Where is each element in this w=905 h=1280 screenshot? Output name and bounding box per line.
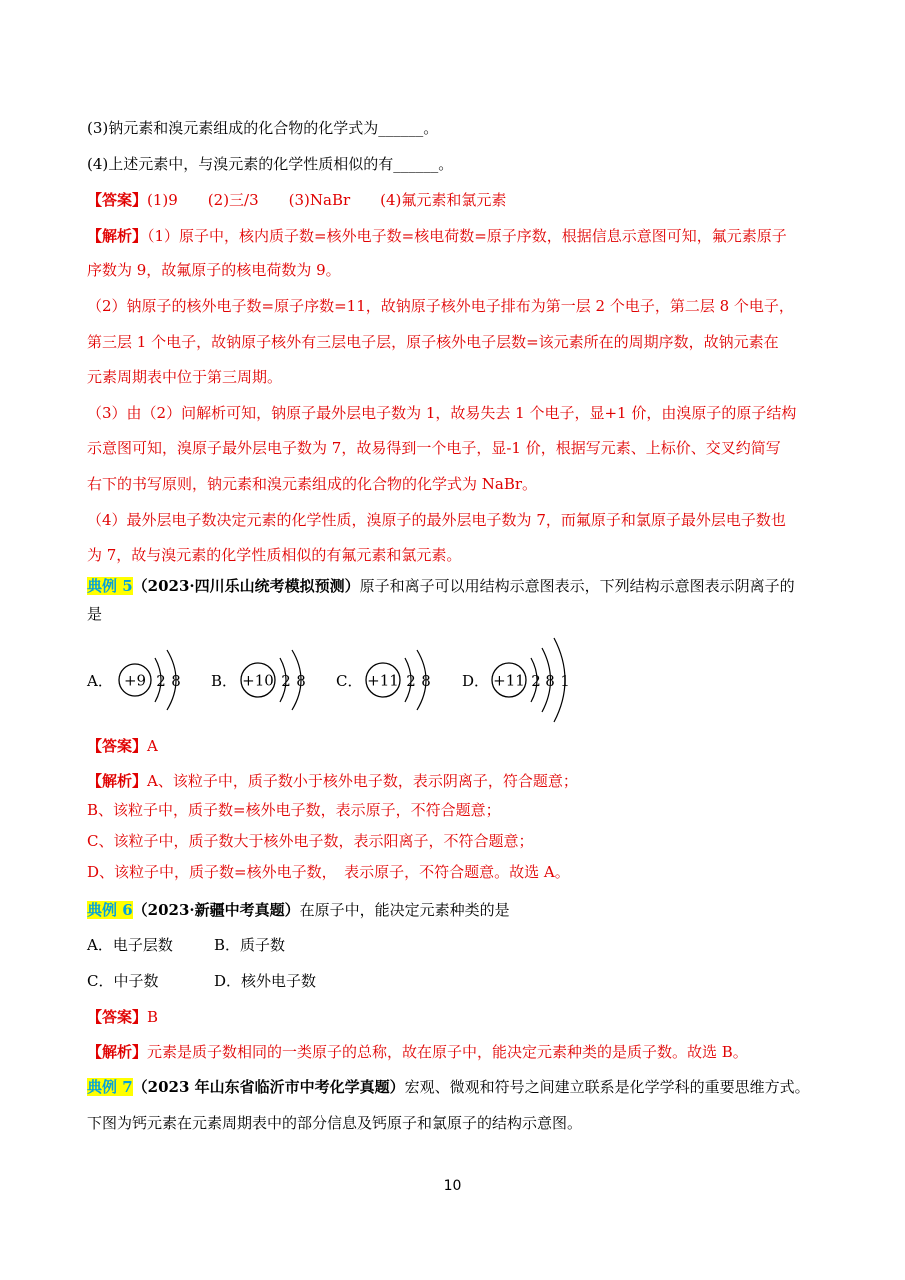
example-label: 典例 6	[87, 901, 133, 919]
answer-text: A	[147, 737, 158, 755]
analysis-ex5-line4: D、该粒子中，质子数=核外电子数， 表示原子，不符合题意。故选 A。	[87, 863, 570, 881]
example-7-stem-line2: 下图为钙元素在元素周期表中的部分信息及钙原子和氯原子的结构示意图。	[87, 1114, 583, 1132]
option-a: A．电子层数	[87, 936, 173, 954]
analysis-tag: 【解析】	[87, 1043, 148, 1061]
answer-text: (1)9 (2)三/3 (3)NaBr (4)氟元素和氯元素	[147, 191, 507, 209]
analysis-ex4-line4: 第三层 1 个电子，故钠原子核外有三层电子层，原子核外电子层数=该元素所在的周期序数，故钠元素在	[87, 333, 779, 351]
analysis-ex4-line8: 右下的书写原则，钠元素和溴元素组成的化合物的化学式为 NaBr。	[87, 475, 538, 493]
question-4: (4)上述元素中，与溴元素的化学性质相似的有______。	[87, 155, 454, 173]
example-label: 典例 7	[87, 1078, 133, 1096]
option-b: B．质子数	[214, 936, 286, 954]
analysis-ex6	[87, 1042, 748, 1062]
answer-ex5	[87, 736, 158, 756]
answer-ex4	[87, 190, 506, 210]
nucleus-charge: +11	[493, 671, 525, 690]
analysis-ex5-line3: C、该粒子中，质子数大于核外电子数，表示阳离子，不符合题意；	[87, 832, 534, 850]
analysis-text: （1）原子中，核内质子数=核外电子数=核电荷数=原子序数，根据信息示意图可知，氟元素原子	[147, 227, 787, 245]
example-7-stem	[87, 1077, 810, 1097]
example-source: （2023·新疆中考真题）	[132, 901, 300, 919]
shell-electrons: 2	[531, 672, 541, 690]
shell-electrons: 2	[156, 672, 166, 690]
answer-text: B	[147, 1008, 159, 1026]
analysis-ex4-line9: （4）最外层电子数决定元素的化学性质，溴原子的最外层电子数为 7，而氟原子和氯原子最外层电子数也	[87, 511, 786, 529]
analysis-ex4-line5: 元素周期表中位于第三周期。	[87, 368, 283, 386]
shell-electrons: 8	[545, 672, 555, 690]
page-number: 10	[443, 1178, 462, 1194]
nucleus-charge: +9	[123, 671, 147, 690]
analysis-ex4-line3: （2）钠原子的核外电子数=原子序数=11，故钠原子核外电子排布为第一层 2 个电子，第二层 8 个电子，	[87, 297, 794, 315]
analysis-tag: 【解析】	[87, 227, 148, 245]
example-5-stem	[87, 576, 795, 596]
analysis-ex4-line7: 示意图可知，溴原子最外层电子数为 7，故易得到一个电子，显-1 价，根据写元素、上标价、交叉约简写	[87, 439, 781, 457]
analysis-ex4-line1	[87, 226, 787, 246]
example-source: （2023 年山东省临沂市中考化学真题）	[132, 1078, 405, 1096]
shell-electrons: 2	[281, 672, 291, 690]
answer-tag: 【答案】	[87, 191, 148, 209]
analysis-ex5-line1	[87, 771, 578, 791]
option-c-letter: C．	[336, 672, 363, 690]
option-b-letter: B．	[211, 672, 238, 690]
example-stem-text: 宏观、微观和符号之间建立联系是化学学科的重要思维方式。	[404, 1078, 810, 1096]
option-d-letter: D．	[462, 672, 490, 690]
example-label: 典例 5	[87, 577, 133, 595]
atom-diagram-c	[363, 640, 447, 720]
atom-diagram-a	[115, 640, 195, 720]
atom-diagram-d	[489, 632, 589, 728]
example-stem-text: 原子和离子可以用结构示意图表示，下列结构示意图表示阴离子的	[359, 577, 795, 595]
analysis-text: 元素是质子数相同的一类原子的总称，故在原子中，能决定元素种类的是质子数。故选 B。	[147, 1043, 748, 1061]
analysis-ex4-line2: 序数为 9，故氟原子的核电荷数为 9。	[87, 261, 341, 279]
analysis-ex4-line10: 为 7，故与溴元素的化学性质相似的有氟元素和氯元素。	[87, 546, 462, 564]
analysis-text: A、该粒子中，质子数小于核外电子数，表示阴离子，符合题意；	[147, 772, 578, 790]
example-stem-text: 在原子中，能决定元素种类的是	[299, 901, 510, 919]
option-d: D．核外电子数	[214, 972, 317, 990]
answer-tag: 【答案】	[87, 737, 148, 755]
answer-ex6	[87, 1007, 158, 1027]
example-6-stem	[87, 900, 510, 920]
shell-electrons: 8	[421, 672, 431, 690]
shell-electrons: 2	[406, 672, 416, 690]
question-3: (3)钠元素和溴元素组成的化合物的化学式为______。	[87, 119, 439, 137]
shell-electrons: 8	[171, 672, 181, 690]
option-a-letter: A．	[87, 672, 113, 690]
example-source: （2023·四川乐山统考模拟预测）	[132, 577, 360, 595]
analysis-ex4-line6: （3）由（2）问解析可知，钠原子最外层电子数为 1，故易失去 1 个电子，显+1 价，由溴原子的原子结构	[87, 404, 797, 422]
analysis-ex5-line2: B、该粒子中，质子数=核外电子数，表示原子，不符合题意；	[87, 801, 501, 819]
option-c: C．中子数	[87, 972, 159, 990]
analysis-tag: 【解析】	[87, 772, 148, 790]
nucleus-charge: +11	[367, 671, 399, 690]
answer-tag: 【答案】	[87, 1008, 148, 1026]
shell-electrons: 8	[296, 672, 306, 690]
nucleus-charge: +10	[242, 671, 274, 690]
atom-diagram-b	[238, 640, 322, 720]
example-5-stem-line2: 是	[87, 605, 103, 623]
shell-electrons: 1	[560, 672, 570, 690]
